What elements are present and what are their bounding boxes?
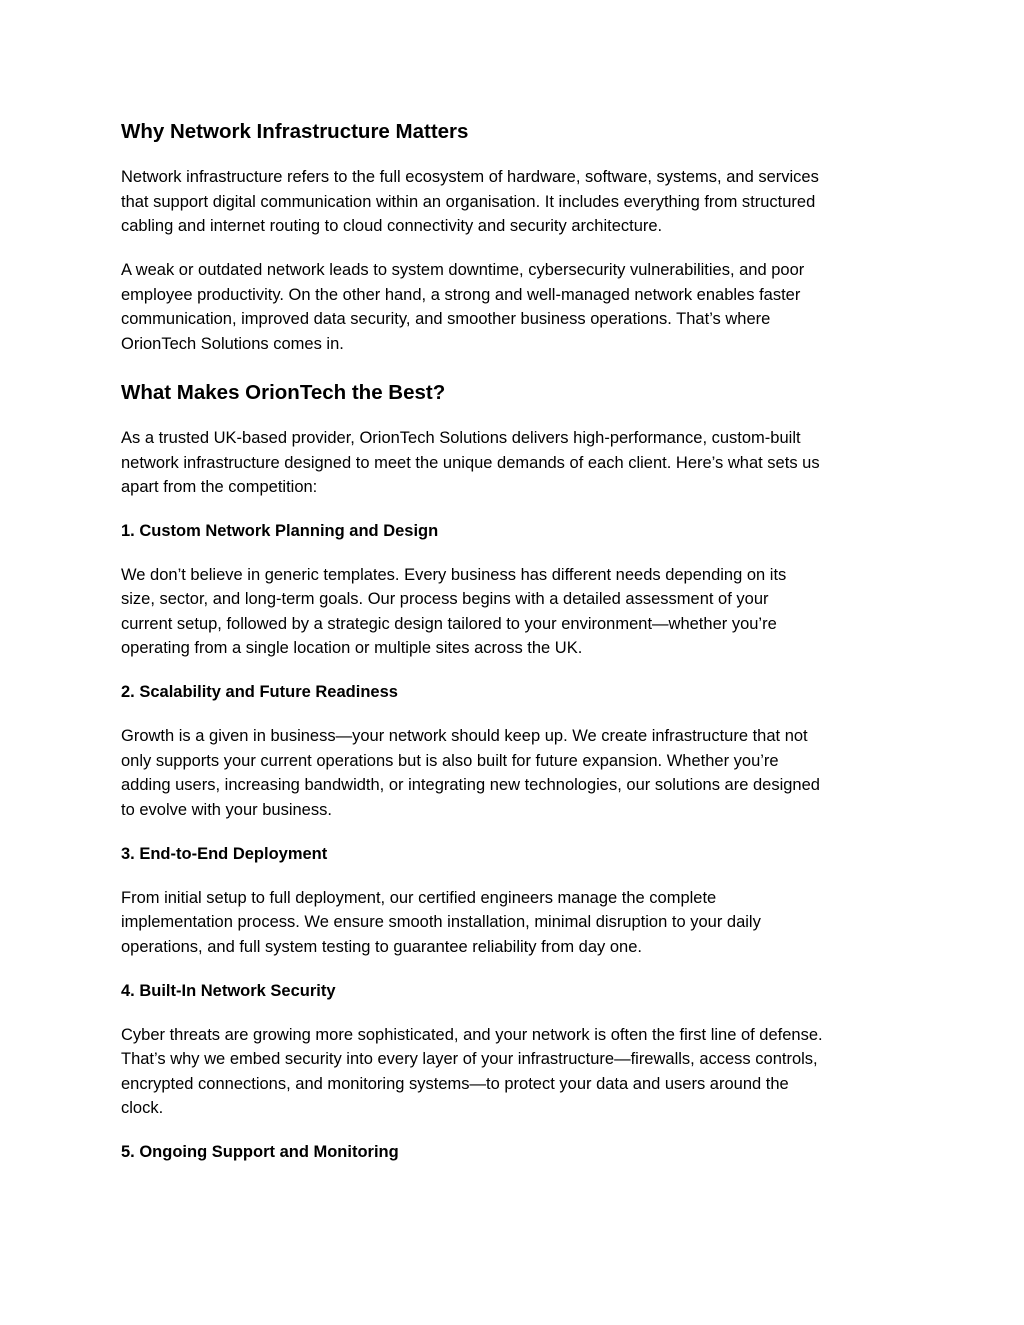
text-line: OrionTech Solutions comes in. xyxy=(121,334,344,353)
text-line: A weak or outdated network leads to system downtime, cybersecurity vulnerabilities, and poor xyxy=(121,261,805,279)
subheading-network-security: 4. Built-In Network Security xyxy=(121,981,336,1000)
subheading-end-to-end-deployment: 3. End-to-End Deployment xyxy=(121,844,328,863)
text-line: operating from a single location or multiple sites across the UK. xyxy=(121,639,583,657)
subheading-ongoing-support: 5. Ongoing Support and Monitoring xyxy=(121,1143,399,1161)
text-line: network infrastructure designed to meet the unique demands of each client. Here’s what sets us xyxy=(121,453,820,472)
paragraph-deployment xyxy=(121,886,911,960)
text-line: encrypted connections, and monitoring systems—to protect your data and users around the xyxy=(121,1074,789,1093)
text-line: size, sector, and long-term goals. Our process begins with a detailed assessment of your xyxy=(121,590,769,608)
paragraph-infrastructure-definition xyxy=(121,165,911,239)
text-line: That’s why we embed security into every layer of your infrastructure—firewalls, access controls, xyxy=(121,1050,818,1068)
text-line: current setup, followed by a strategic design tailored to your environment—whether you’re xyxy=(121,614,777,633)
document-body xyxy=(121,118,911,1164)
paragraph-custom-planning xyxy=(121,563,911,661)
text-line: operations, and full system testing to guarantee reliability from day one. xyxy=(121,937,642,956)
heading-what-makes-oriontech: What Makes OrionTech the Best? xyxy=(121,381,446,404)
text-line: only supports your current operations but is also built for future expansion. Whether you’re xyxy=(121,751,779,770)
text-line: to evolve with your business. xyxy=(121,800,332,819)
subheading-scalability: 2. Scalability and Future Readiness xyxy=(121,683,398,701)
heading-why-network-infrastructure: Why Network Infrastructure Matters xyxy=(121,120,469,143)
paragraph-security xyxy=(121,1023,911,1121)
subheading-custom-network-planning: 1. Custom Network Planning and Design xyxy=(121,521,439,540)
text-line: employee productivity. On the other hand, a strong and well-managed network enables faster xyxy=(121,285,801,304)
text-line: communication, improved data security, and smoother business operations. That’s where xyxy=(121,310,771,328)
text-line: Cyber threats are growing more sophisticated, and your network is often the first line of defense. xyxy=(121,1025,823,1044)
text-line: We don’t believe in generic templates. Every business has different needs depending on its xyxy=(121,565,787,584)
text-line: apart from the competition: xyxy=(121,478,318,496)
text-line: Network infrastructure refers to the full ecosystem of hardware, software, systems, and services xyxy=(121,168,819,186)
text-line: cabling and internet routing to cloud connectivity and security architecture. xyxy=(121,217,663,235)
text-line: From initial setup to full deployment, our certified engineers manage the complete xyxy=(121,888,717,907)
text-line: clock. xyxy=(121,1099,164,1117)
text-line: implementation process. We ensure smooth installation, minimal disruption to your daily xyxy=(121,913,761,931)
paragraph-weak-network xyxy=(121,258,911,356)
text-line: that support digital communication within an organisation. It includes everything from structured xyxy=(121,192,816,211)
text-line: As a trusted UK-based provider, OrionTech Solutions delivers high-performance, custom-built xyxy=(121,429,801,447)
paragraph-scalability xyxy=(121,724,911,822)
text-line: adding users, increasing bandwidth, or integrating new technologies, our solutions are designed xyxy=(121,776,820,794)
text-line: Growth is a given in business—your network should keep up. We create infrastructure that not xyxy=(121,727,808,745)
paragraph-trusted-provider xyxy=(121,426,911,500)
